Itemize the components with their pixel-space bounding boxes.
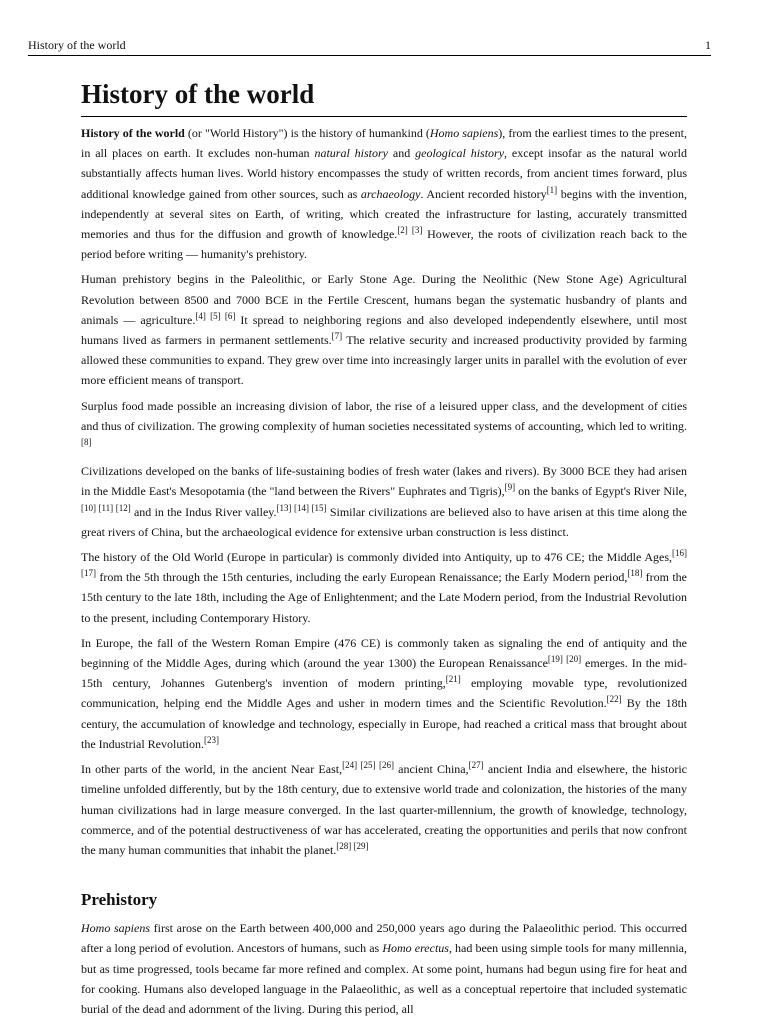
italic-term: natural history <box>314 146 389 161</box>
italic-term: Homo sapiens <box>429 126 499 140</box>
text-run: from the 5th through the 15th centuries, including the early European Renaissance; the Early Modern period, <box>96 570 628 585</box>
citation-ref: [2] [3] <box>397 225 423 236</box>
text-run: Similar civilizations are believed also to have arisen at this time along the great rivers of China, but the archaeological evidence for extensive urban construction is less distinct. <box>81 504 687 539</box>
text-run: , except insofar as the natural world substantially affects human lives. World history encompasses the study of written records, from ancient times forward, plus additional knowledge gained from other sources, such as <box>81 146 688 201</box>
text-run: In Europe, the fall of the Western Roman Empire (476 CE) is commonly taken as signaling the end of antiquity and the beginning of the Middle Ages, during which (around the year 1300) the European Renaissance <box>81 635 687 671</box>
text-run: from the 15th century to the late 18th, including the Age of Enlightenment; and the Late Modern period, from the Industrial Revolution to the present, including Contemporary History. <box>81 570 687 625</box>
page-title: History of the world <box>81 76 687 117</box>
body-paragraph <box>81 633 687 754</box>
text-run: , had been using simple tools for many millennia, but as time progressed, tools became far more refined and complex. At some point, humans had begun using fire for heat and for cooking. Humans also developed language in the Palaeolithic, as well as a conceptual repertoire that included systematic burial of the dead and adornment of the living. During this period, all <box>81 941 688 1016</box>
text-run: . Ancient recorded history <box>420 186 547 201</box>
citation-ref: [7] <box>331 331 343 342</box>
citation-ref: [27] <box>468 760 484 771</box>
citation-ref: [9] <box>504 482 516 493</box>
article-body <box>81 76 687 1024</box>
text-run: By the 18th century, the accumulation of knowledge and technology, especially in Europe, had reached a critical mass that brought about the Industrial Revolution. <box>81 696 688 751</box>
text-run: ancient China, <box>393 762 469 777</box>
body-paragraph <box>81 461 687 542</box>
text-run: begins with the invention, independently at several sites on Earth, of writing, which created the infrastructure for lasting, accurately transmitted memories and thus for the diffusion and growth of knowledge. <box>81 186 687 242</box>
text-run: on the banks of Egypt's River Nile, <box>515 484 687 499</box>
body-paragraph <box>81 269 687 390</box>
italic-term: geological history <box>415 146 505 161</box>
text-run: ancient India and elsewhere, the historic timeline unfolded differently, but by the 18th century, due to extensive world trade and colonization, the histories of the many human civilizations had in large measure converged. In the last quarter-millennium, the growth of knowledge, technology, commerce, and of the potential destructiveness of war has accelerated, creating the opportunities and perils that now confront the many human communities that inhabit the planet. <box>81 762 688 857</box>
citation-ref: [23] <box>203 734 219 745</box>
text-run: The history of the Old World (Europe in particular) is commonly divided into Antiquity, up to 476 CE; the Middle Ages, <box>81 550 672 565</box>
text-run: Civilizations developed on the banks of life-sustaining bodies of fresh water (lakes and rivers). By 3000 BCE they had arisen in the Middle East's Mesopotamia (the "land between the Rivers" Euphrates and Tigris), <box>81 464 687 499</box>
bold-term: History of the world <box>81 126 185 140</box>
text-run: However, the roots of civilization reach back to the period before writing — humanity's prehistory. <box>81 227 688 262</box>
citation-ref: [22] <box>606 694 622 705</box>
citation-ref: [1] <box>546 184 558 195</box>
citation-ref: [8] <box>81 437 92 448</box>
running-header <box>28 37 711 56</box>
text-run: employing movable type, revolutionized communication, helping end the Middle Ages and usher in modern times and the Scientific Revolution. <box>81 676 687 711</box>
prehistory-paragraph <box>81 918 687 1019</box>
page-number: 1 <box>705 38 711 52</box>
intro-section <box>81 123 687 860</box>
body-paragraph <box>81 123 687 264</box>
prehistory-section <box>81 918 687 1019</box>
citation-ref: [4] [5] [6] <box>195 310 236 321</box>
citation-ref: [10] [11] [12] <box>81 502 131 513</box>
section-heading-prehistory: Prehistory <box>81 890 158 910</box>
citation-ref: [13] [14] [15] <box>276 502 327 513</box>
text-run: emerges. In the mid-15th century, Johannes Gutenberg's invention of modern printing, <box>81 656 687 691</box>
text-run: ), from the earliest times to the present, in all places on earth. It excludes non-human <box>81 126 687 161</box>
citation-ref: [28] [29] <box>336 840 369 851</box>
text-run: In other parts of the world, in the ancient Near East, <box>81 762 343 777</box>
citation-ref: [21] <box>445 674 461 685</box>
citation-ref: [18] <box>627 568 643 579</box>
citation-ref: [16] [17] <box>81 548 687 579</box>
text-run: (or "World History") is the history of humankind ( <box>184 126 430 140</box>
citation-ref: [19] [20] <box>547 654 582 665</box>
text-run: Surplus food made possible an increasing division of labor, the rise of a leisured upper class, and the development of cities and thus of civilization. The growing complexity of human societies necessitated systems of accounting, which led to writing. <box>81 398 687 433</box>
body-paragraph <box>81 759 687 860</box>
text-run: and <box>388 146 416 161</box>
text-run: It spread to neighboring regions and also developed independently elsewhere, until most humans lived as farmers in permanent settlements. <box>81 312 688 348</box>
text-run: first arose on the Earth between 400,000 and 250,000 years ago during the Palaeolithic period. This occurred after a long period of evolution. Ancestors of humans, such as <box>81 921 687 956</box>
body-paragraph <box>81 547 687 628</box>
text-run: Human prehistory begins in the Paleolithic, or Early Stone Age. During the Neolithic (New Stone Age) Agricultural Revolution between 8500 and 7000 BCE in the Fertile Crescent, humans began the systematic husbandry of plants and animals — agriculture. <box>81 272 687 327</box>
italic-term: Homo sapiens <box>81 921 150 936</box>
italic-term: archaeology <box>360 186 421 201</box>
text-run: and in the Indus River valley. <box>130 504 277 519</box>
italic-term: Homo erectus <box>382 941 449 956</box>
body-paragraph <box>81 396 687 457</box>
citation-ref: [24] [25] [26] <box>342 760 394 771</box>
running-title: History of the world <box>28 38 126 52</box>
text-run: The relative security and increased productivity provided by farming allowed these communities to expand. They grew over time into increasingly larger units in parallel with the evolution of ever more efficient means of transport. <box>81 333 687 388</box>
